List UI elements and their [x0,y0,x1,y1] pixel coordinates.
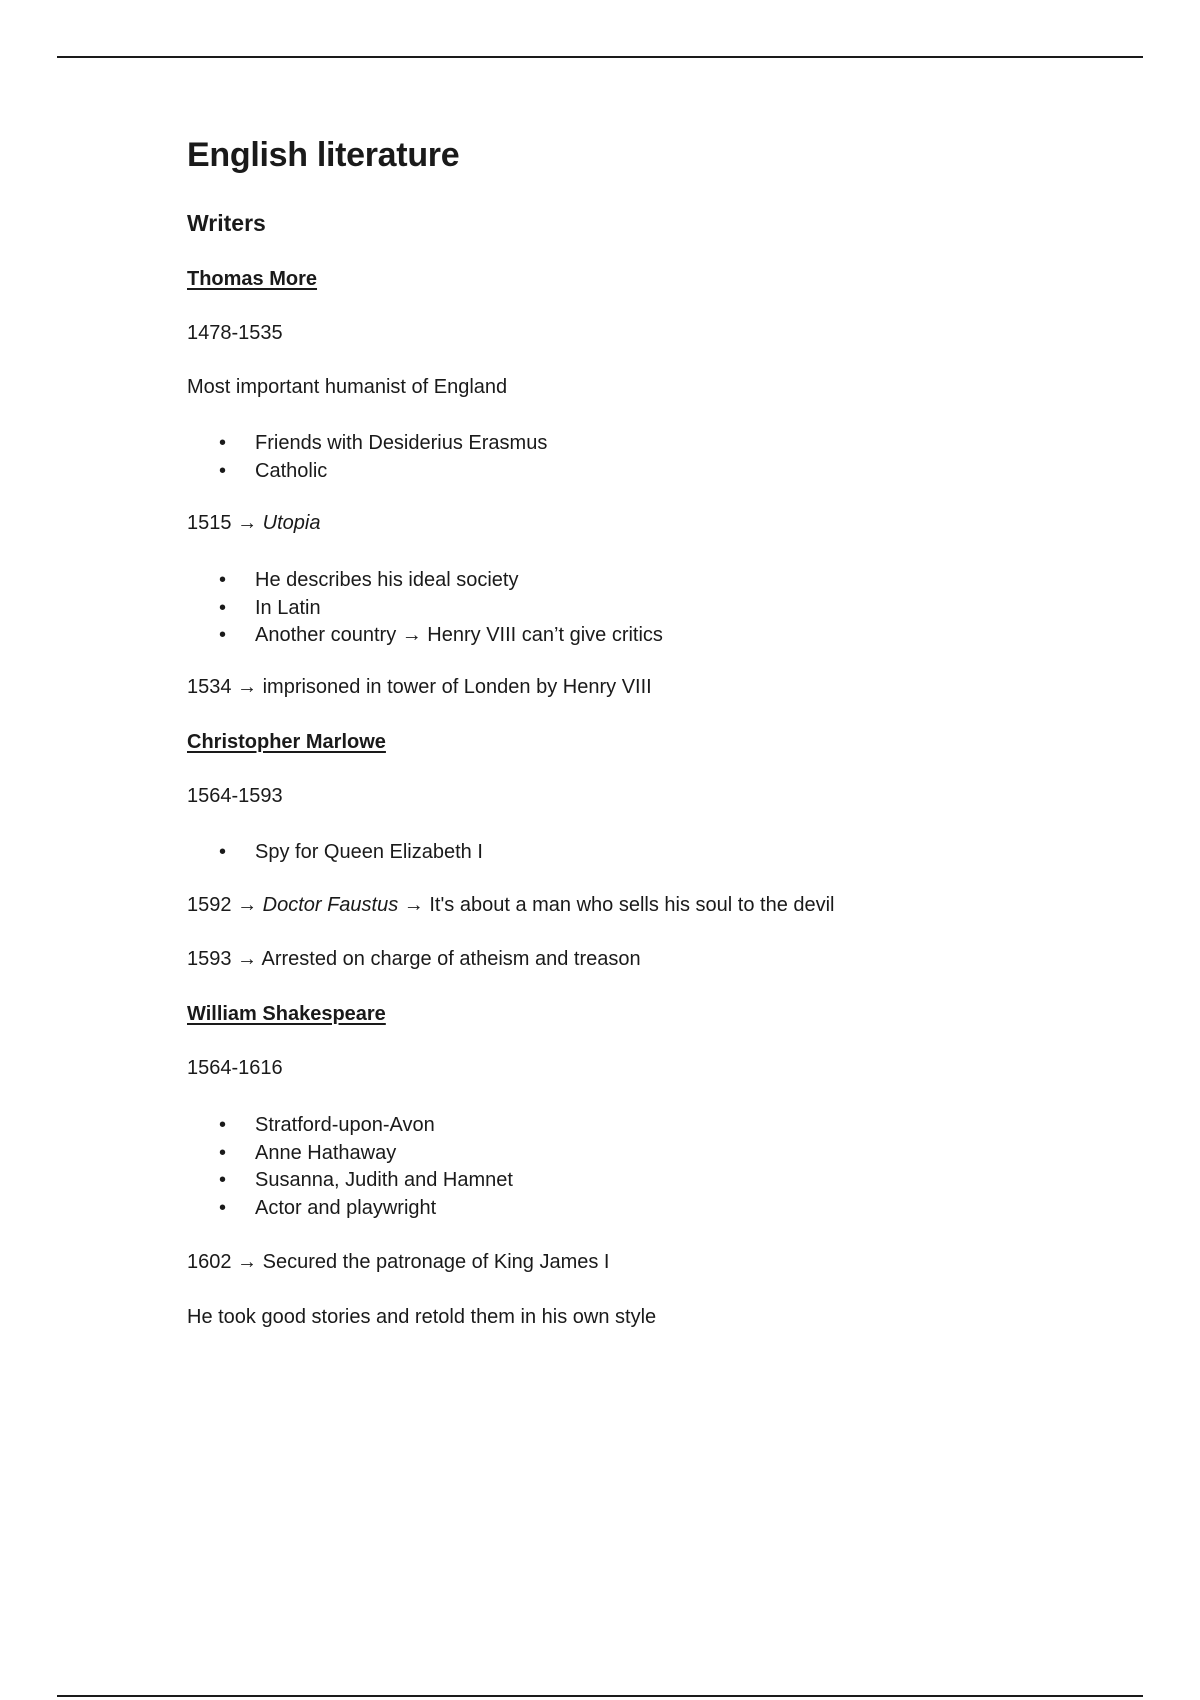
work-title: Utopia [262,512,321,534]
event-line: 1593 → Arrested on charge of atheism and treason [187,948,641,970]
bullet-list [187,430,547,485]
bullet-list [187,839,483,867]
event-description: → It's about a man who sells his soul to the devil [403,894,835,916]
writer-name-thomas-more: Thomas More [187,268,318,290]
list-item: • Actor and playwright [187,1195,513,1223]
list-item: • Spy for Queen Elizabeth I [187,839,483,867]
bottom-rule [57,1695,1143,1697]
page-title: English literature [187,136,460,174]
bullet-list [187,567,663,650]
event-line [187,894,835,917]
section-heading-writers: Writers [187,210,266,236]
list-item: • Friends with Desiderius Erasmus [187,430,547,458]
event-line: 1602 → Secured the patronage of King James I [187,1251,610,1273]
event-year: 1515 [187,512,232,534]
list-item: • Catholic [187,458,547,486]
work-title: Doctor Faustus [262,894,399,916]
list-item: • Anne Hathaway [187,1140,513,1168]
list-item: • Another country → Henry VIII can’t give critics [187,622,663,650]
list-item: • In Latin [187,595,663,623]
arrow: → [237,894,258,916]
arrow: → [237,512,258,534]
event-line [187,512,320,535]
event-line: 1534 → imprisoned in tower of Londen by Henry VIII [187,676,652,698]
writer-years: 1564-1616 [187,1057,283,1079]
event-year: 1592 [187,894,232,916]
writer-years: 1564-1593 [187,785,283,807]
writer-years: 1478-1535 [187,322,283,344]
list-item: • Stratford-upon-Avon [187,1112,513,1140]
list-item: • He describes his ideal society [187,567,663,595]
writer-name-christopher-marlowe: Christopher Marlowe [187,731,386,753]
closing-note: He took good stories and retold them in his own style [187,1306,657,1328]
top-rule [57,56,1143,58]
writer-description: Most important humanist of England [187,376,508,398]
list-item: • Susanna, Judith and Hamnet [187,1167,513,1195]
bullet-list [187,1112,513,1222]
writer-name-william-shakespeare: William Shakespeare [187,1003,386,1025]
